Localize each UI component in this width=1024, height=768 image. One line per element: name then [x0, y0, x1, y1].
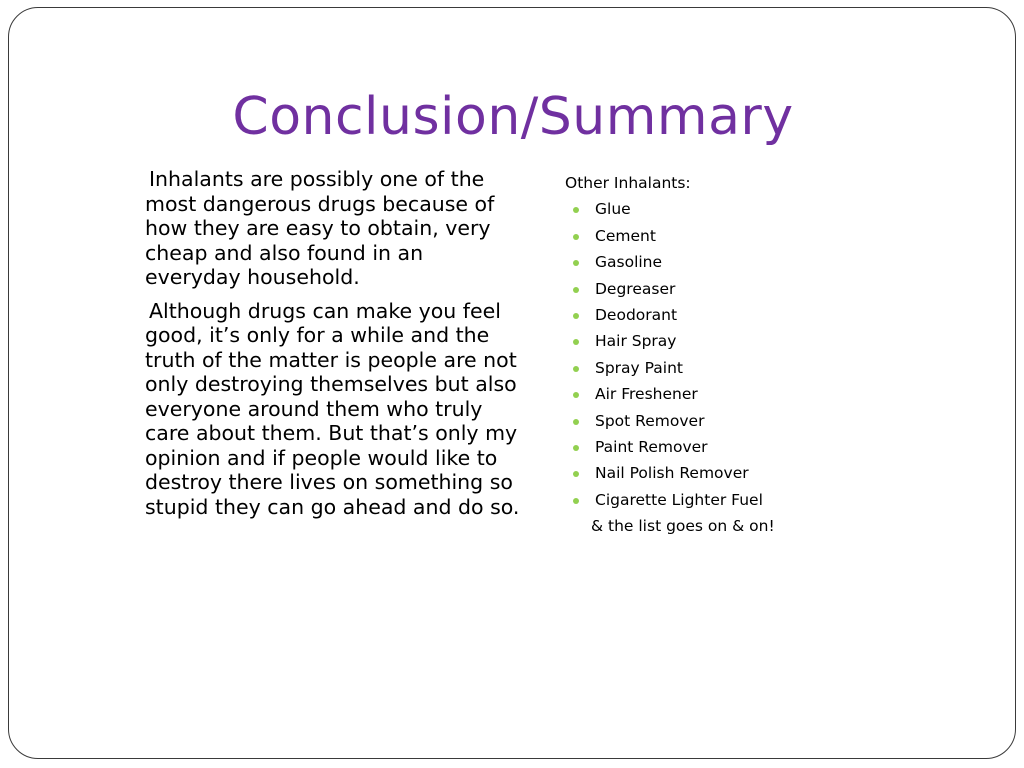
bullet-dot-icon	[573, 498, 579, 504]
list-item	[565, 408, 985, 434]
bullet-dot-icon	[573, 313, 579, 319]
list-item-label: Cement	[595, 226, 656, 245]
list-item	[565, 460, 985, 486]
list-item	[565, 381, 985, 407]
inhalants-list	[565, 196, 985, 513]
list-item-label: Cigarette Lighter Fuel	[595, 490, 763, 509]
bullet-dot-icon	[573, 339, 579, 345]
list-item	[565, 328, 985, 354]
list-item	[565, 223, 985, 249]
bullet-dot-icon	[573, 234, 579, 240]
list-item	[565, 355, 985, 381]
list-item-label: Degreaser	[595, 279, 676, 298]
slide-title: Conclusion/Summary	[232, 87, 794, 147]
list-item-label: Deodorant	[595, 306, 678, 325]
summary-text-column	[145, 167, 525, 528]
bullet-dot-icon	[573, 260, 579, 266]
list-continues-note: & the list goes on & on!	[591, 517, 775, 536]
bullet-dot-icon	[573, 471, 579, 477]
bullet-dot-icon	[573, 287, 579, 293]
bullet-dot-icon	[573, 419, 579, 425]
other-inhalants-column	[565, 170, 985, 540]
list-item-label: Nail Polish Remover	[595, 464, 749, 483]
summary-paragraph-1: Inhalants are possibly one of the most dangerous drugs because of how they are easy to obtain, very cheap and also found in an everyday household.	[145, 167, 495, 289]
list-item	[565, 487, 985, 513]
list-item-label: Glue	[595, 200, 631, 219]
other-inhalants-heading: Other Inhalants:	[565, 174, 691, 192]
list-item-label: Spray Paint	[595, 358, 684, 377]
list-item	[565, 249, 985, 275]
list-item-label: Paint Remover	[595, 438, 708, 457]
bullet-dot-icon	[573, 445, 579, 451]
list-item	[565, 276, 985, 302]
list-item	[565, 302, 985, 328]
bullet-dot-icon	[573, 366, 579, 372]
slide-frame	[8, 7, 1016, 759]
list-item-label: Spot Remover	[595, 411, 705, 430]
list-item-label: Air Freshener	[595, 385, 698, 404]
list-item	[565, 434, 985, 460]
bullet-dot-icon	[573, 392, 579, 398]
list-item	[565, 196, 985, 222]
list-item-label: Gasoline	[595, 253, 663, 272]
bullet-dot-icon	[573, 207, 579, 213]
summary-paragraph-2: Although drugs can make you feel good, it’s only for a while and the truth of the matter is people are not only destroying themselves but also everyone around them who truly care about them. But that’s only my opinion and if people would like to destroy there lives on something so stupid they can go ahead and do so.	[145, 298, 520, 519]
list-item-label: Hair Spray	[595, 332, 677, 351]
